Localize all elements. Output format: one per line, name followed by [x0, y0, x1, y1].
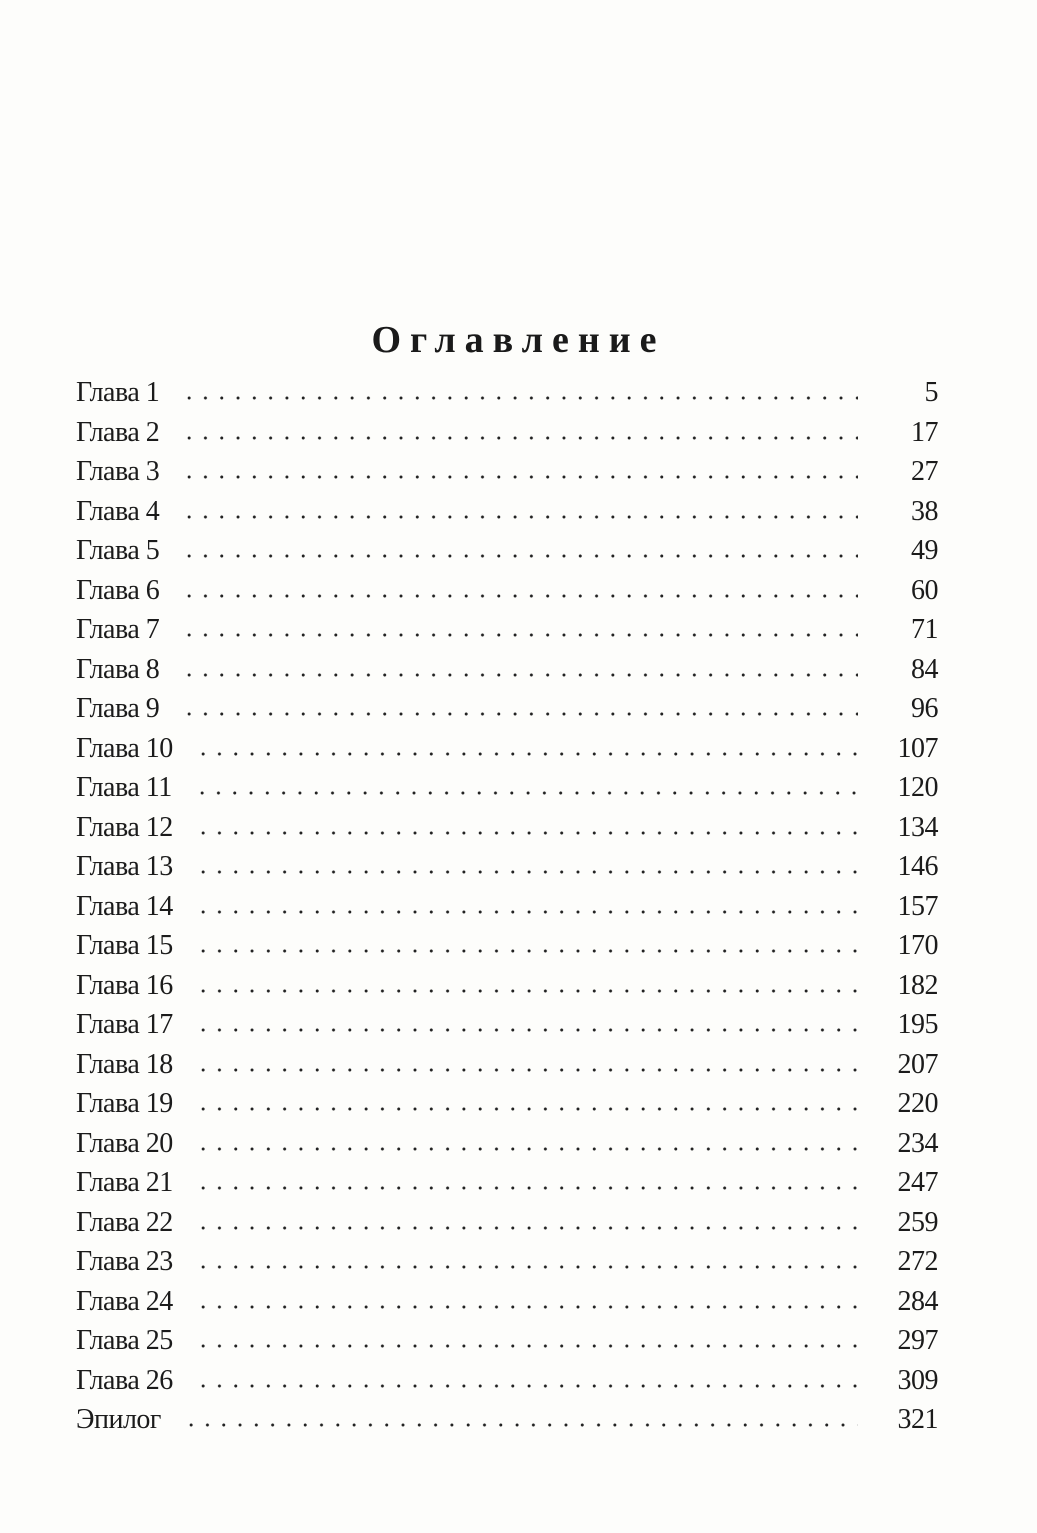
page-title: Оглавление — [371, 319, 666, 362]
dot-leader — [181, 515, 858, 519]
toc-entry-page-number: 247 — [897, 1167, 938, 1198]
dot-leader — [181, 475, 858, 479]
dot-leader — [183, 1423, 858, 1427]
toc-entry — [76, 1282, 938, 1322]
dot-leader — [195, 752, 858, 756]
table-of-contents — [76, 373, 938, 1440]
dot-leader — [195, 870, 858, 874]
toc-entry-page-number: 207 — [897, 1048, 938, 1080]
toc-entry-page-number: 146 — [897, 851, 938, 882]
toc-entry-label: Глава 17 — [76, 1009, 173, 1040]
toc-entry-page-number: 107 — [897, 732, 938, 764]
toc-entry-page-number: 60 — [911, 574, 938, 606]
toc-entry-page-number: 120 — [897, 772, 938, 803]
toc-entry-label: Глава 3 — [76, 456, 160, 487]
toc-entry-page-number: 84 — [911, 653, 938, 685]
toc-entry-label: Глава 13 — [76, 851, 173, 882]
toc-entry-page-number: 297 — [897, 1325, 938, 1356]
toc-entry — [76, 1361, 938, 1401]
toc-entry-page-number: 234 — [897, 1127, 938, 1159]
toc-entry — [76, 1203, 938, 1243]
toc-entry-page-number: 309 — [897, 1364, 938, 1396]
dot-leader — [181, 436, 858, 440]
toc-entry — [76, 1005, 938, 1045]
toc-entry-label: Глава 20 — [76, 1127, 173, 1159]
toc-entry-page-number: 17 — [911, 416, 938, 448]
toc-entry — [76, 1400, 938, 1440]
dot-leader — [195, 1028, 858, 1032]
toc-entry-label: Глава 21 — [76, 1167, 173, 1198]
toc-entry — [76, 887, 938, 927]
toc-entry-page-number: 96 — [911, 693, 938, 724]
dot-leader — [195, 949, 858, 953]
dot-leader — [194, 791, 858, 795]
toc-entry — [76, 926, 938, 966]
toc-entry-page-number: 71 — [911, 614, 938, 645]
toc-entry-label: Глава 18 — [76, 1048, 173, 1080]
toc-entry-page-number: 134 — [897, 811, 938, 843]
toc-entry-page-number: 220 — [897, 1088, 938, 1119]
toc-entry — [76, 650, 938, 690]
toc-entry-page-number: 284 — [897, 1285, 938, 1317]
dot-leader — [195, 1186, 858, 1190]
toc-entry-label: Глава 15 — [76, 930, 173, 961]
toc-entry-label: Глава 9 — [76, 693, 160, 724]
toc-entry — [76, 610, 938, 650]
toc-entry-label: Глава 1 — [76, 377, 160, 408]
toc-entry-label: Глава 12 — [76, 811, 173, 843]
toc-entry — [76, 1321, 938, 1361]
toc-entry-page-number: 38 — [911, 495, 938, 527]
toc-entry-page-number: 321 — [897, 1404, 938, 1435]
toc-entry-page-number: 182 — [897, 969, 938, 1001]
dot-leader — [195, 910, 858, 914]
toc-entry-label: Глава 5 — [76, 535, 160, 566]
toc-entry-label: Глава 14 — [76, 890, 173, 922]
dot-leader — [195, 989, 858, 993]
toc-entry — [76, 966, 938, 1006]
toc-entry — [76, 768, 938, 808]
toc-entry-label: Глава 6 — [76, 574, 160, 606]
toc-entry — [76, 373, 938, 413]
dot-leader — [181, 594, 858, 598]
dot-leader — [195, 1226, 858, 1230]
toc-entry-page-number: 195 — [897, 1009, 938, 1040]
toc-entry — [76, 1124, 938, 1164]
dot-leader — [181, 673, 858, 677]
toc-entry — [76, 1045, 938, 1085]
dot-leader — [195, 831, 858, 835]
toc-entry-label: Глава 4 — [76, 495, 160, 527]
toc-entry — [76, 729, 938, 769]
toc-entry-label: Глава 8 — [76, 653, 160, 685]
toc-entry-label: Эпилог — [76, 1404, 161, 1435]
toc-entry — [76, 1163, 938, 1203]
toc-entry-page-number: 49 — [911, 535, 938, 566]
toc-entry-label: Глава 2 — [76, 416, 160, 448]
toc-entry-label: Глава 16 — [76, 969, 173, 1001]
toc-entry-label: Глава 22 — [76, 1206, 173, 1238]
toc-entry — [76, 492, 938, 532]
toc-entry — [76, 531, 938, 571]
toc-entry — [76, 413, 938, 453]
dot-leader — [181, 633, 858, 637]
toc-entry — [76, 808, 938, 848]
dot-leader — [181, 396, 858, 400]
toc-entry-label: Глава 23 — [76, 1246, 173, 1277]
dot-leader — [181, 712, 858, 716]
toc-entry-page-number: 157 — [897, 890, 938, 922]
dot-leader — [195, 1265, 858, 1269]
toc-entry-page-number: 27 — [911, 456, 938, 487]
toc-entry — [76, 452, 938, 492]
dot-leader — [195, 1147, 858, 1151]
toc-entry-label: Глава 19 — [76, 1088, 173, 1119]
toc-entry — [76, 847, 938, 887]
dot-leader — [195, 1344, 858, 1348]
toc-entry-label: Глава 26 — [76, 1364, 173, 1396]
toc-entry-label: Глава 25 — [76, 1325, 173, 1356]
toc-entry-label: Глава 7 — [76, 614, 160, 645]
toc-entry-page-number: 272 — [897, 1246, 938, 1277]
dot-leader — [195, 1384, 858, 1388]
toc-entry-label: Глава 24 — [76, 1285, 173, 1317]
toc-entry — [76, 689, 938, 729]
dot-leader — [195, 1068, 858, 1072]
toc-entry-label: Глава 11 — [76, 772, 172, 803]
toc-entry-page-number: 259 — [897, 1206, 938, 1238]
toc-entry — [76, 1084, 938, 1124]
toc-entry-label: Глава 10 — [76, 732, 173, 764]
toc-entry-page-number: 5 — [924, 377, 938, 408]
toc-entry — [76, 571, 938, 611]
dot-leader — [181, 554, 858, 558]
toc-entry — [76, 1242, 938, 1282]
toc-entry-page-number: 170 — [897, 930, 938, 961]
dot-leader — [195, 1107, 858, 1111]
dot-leader — [195, 1305, 858, 1309]
